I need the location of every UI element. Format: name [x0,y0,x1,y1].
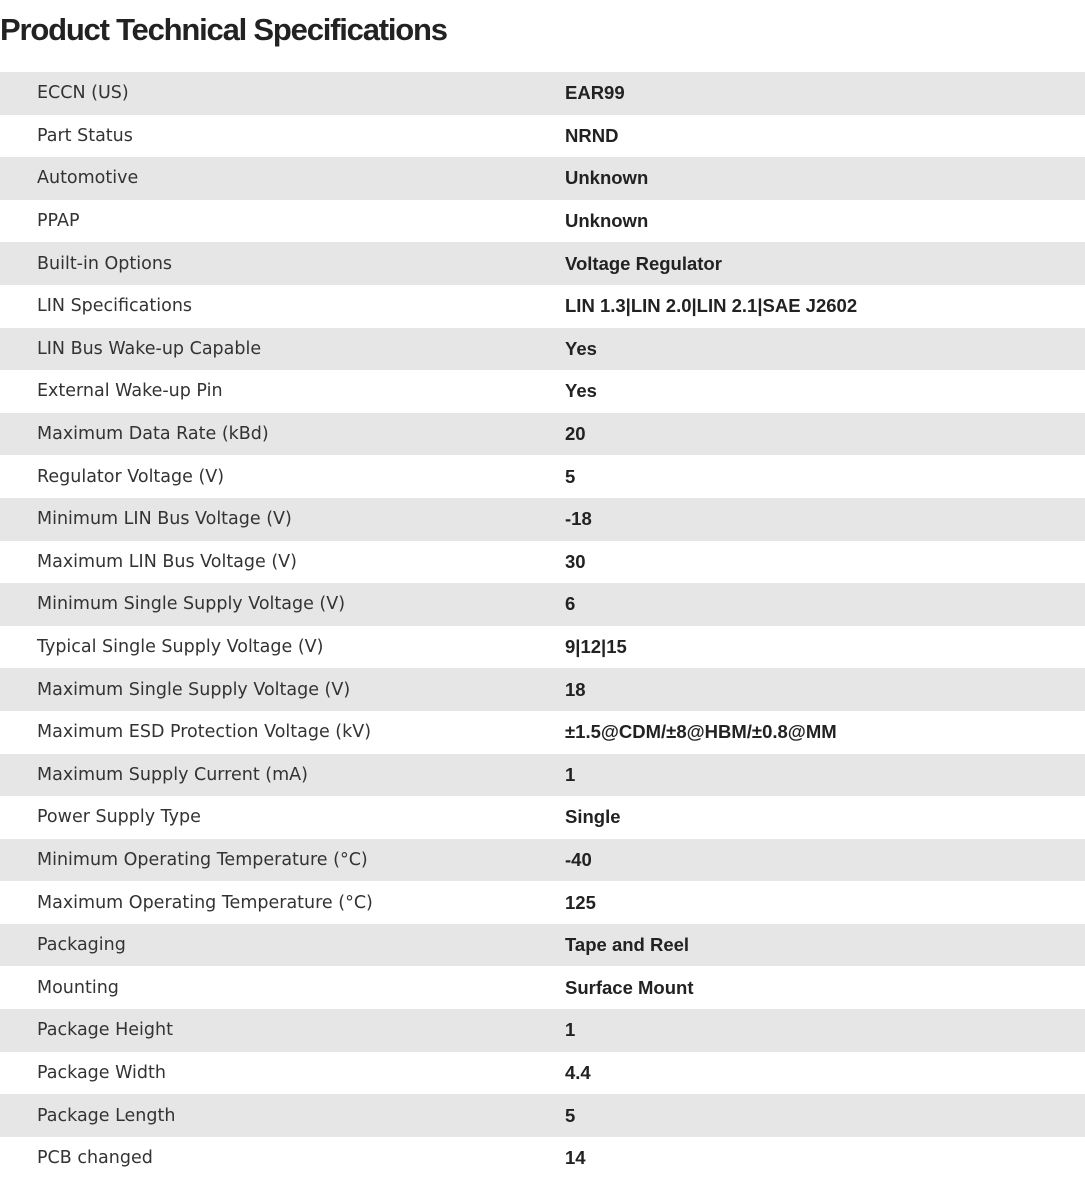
spec-table [0,72,1085,1179]
table-row [0,626,1085,669]
spec-name-cell: Maximum Operating Temperature (°C) [37,892,373,913]
spec-name-cell: Regulator Voltage (V) [37,466,225,487]
spec-name-cell: PCB changed [37,1148,153,1169]
spec-value-cell: Yes [565,380,597,402]
table-row [0,754,1085,797]
spec-value-cell: 125 [565,891,596,913]
table-row [0,711,1085,754]
table-row [0,72,1085,115]
spec-name-cell: Maximum LIN Bus Voltage (V) [37,551,297,572]
spec-value-cell: -18 [565,508,592,530]
spec-name-cell: Maximum Data Rate (kBd) [37,424,269,445]
spec-value-cell: Unknown [565,167,649,189]
spec-name-cell: Minimum LIN Bus Voltage (V) [37,509,292,530]
table-row [0,455,1085,498]
table-row [0,370,1085,413]
table-row [0,966,1085,1009]
spec-table-body [0,72,1085,1179]
table-row [0,1052,1085,1095]
spec-name-cell: Package Width [37,1062,166,1083]
spec-value-cell: 14 [565,1147,586,1169]
spec-value-cell: Tape and Reel [565,934,690,956]
table-row [0,881,1085,924]
spec-value-cell: 4.4 [565,1061,591,1083]
table-row [0,668,1085,711]
spec-value-cell: Voltage Regulator [565,252,722,274]
spec-value-cell: Single [565,806,621,828]
spec-name-cell: Package Height [37,1020,173,1041]
spec-name-cell: Maximum Single Supply Voltage (V) [37,679,351,700]
table-row [0,328,1085,371]
spec-name-cell: Power Supply Type [37,807,201,828]
spec-value-cell: Unknown [565,210,649,232]
table-row [0,242,1085,285]
spec-name-cell: PPAP [37,211,80,232]
spec-value-cell: 1 [565,763,576,785]
spec-name-cell: Mounting [37,977,119,998]
spec-name-cell: Maximum Supply Current (mA) [37,764,308,785]
spec-name-cell: External Wake-up Pin [37,381,223,402]
spec-name-cell: Package Length [37,1105,176,1126]
spec-value-cell: LIN 1.3|LIN 2.0|LIN 2.1|SAE J2602 [565,295,858,317]
table-row [0,498,1085,541]
table-row [0,924,1085,967]
page-title: Product Technical Specifications [0,12,447,47]
table-row [0,285,1085,328]
table-row [0,1137,1085,1179]
table-row [0,583,1085,626]
spec-value-cell: 1 [565,1019,576,1041]
spec-value-cell: 6 [565,593,576,615]
spec-value-cell: Surface Mount [565,976,694,998]
spec-value-cell: Yes [565,337,597,359]
spec-value-cell: ±1.5@CDM/±8@HBM/±0.8@MM [565,721,837,743]
spec-name-cell: Minimum Single Supply Voltage (V) [37,594,346,615]
spec-name-cell: LIN Specifications [37,296,193,317]
spec-name-cell: Part Status [37,125,133,146]
spec-name-cell: Maximum ESD Protection Voltage (kV) [37,722,372,743]
spec-name-cell: Minimum Operating Temperature (°C) [37,849,368,870]
table-row [0,413,1085,456]
table-row [0,796,1085,839]
table-row [0,1094,1085,1137]
spec-value-cell: -40 [565,848,592,870]
spec-name-cell: Built-in Options [37,253,173,274]
spec-value-cell: 20 [565,423,586,445]
spec-value-cell: 5 [565,1104,576,1126]
spec-name-cell: Automotive [37,168,139,189]
table-row [0,157,1085,200]
spec-value-cell: 9|12|15 [565,636,627,658]
table-row [0,839,1085,882]
spec-value-cell: 30 [565,550,586,572]
spec-name-cell: Packaging [37,935,126,956]
table-row [0,1009,1085,1052]
spec-value-cell: EAR99 [565,82,625,104]
spec-name-cell: ECCN (US) [37,83,129,104]
spec-name-cell: Typical Single Supply Voltage (V) [37,637,324,658]
spec-value-cell: 5 [565,465,576,487]
spec-name-cell: LIN Bus Wake-up Capable [37,338,262,359]
table-row [0,541,1085,584]
table-row [0,115,1085,158]
spec-value-cell: NRND [565,124,619,146]
spec-value-cell: 18 [565,678,586,700]
table-row [0,200,1085,243]
